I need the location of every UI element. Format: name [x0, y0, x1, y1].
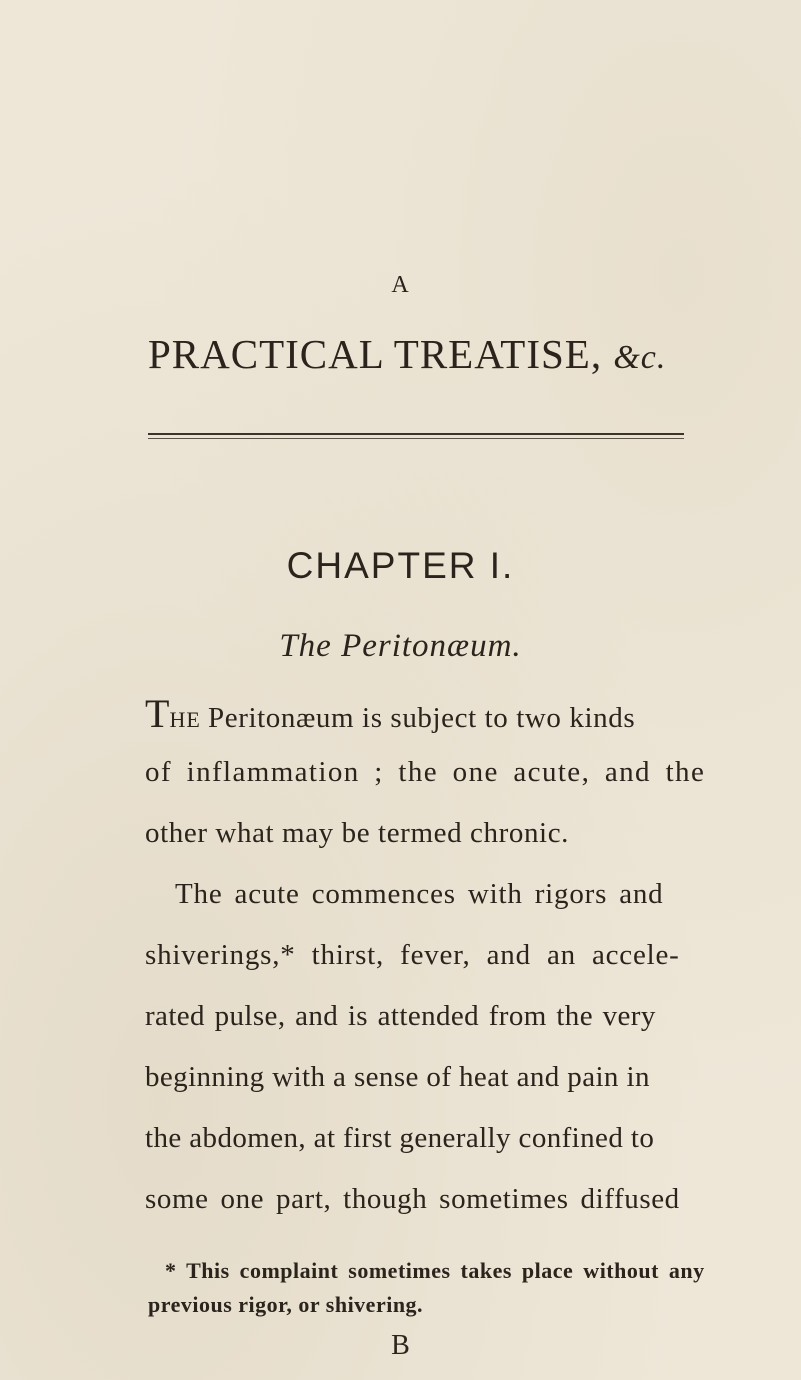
body-line-3: other what may be termed chronic.	[145, 817, 570, 849]
body-line-9: some one part, though sometimes diffused	[145, 1183, 680, 1215]
title-rule-thin	[148, 438, 684, 439]
title-article: A	[391, 272, 410, 298]
body-line-2: of inflammation ; the one acute, and the	[145, 756, 706, 788]
body-line-5: shiverings,* thirst, fever, and an accele-	[145, 939, 680, 971]
small-caps-text: HE	[169, 707, 201, 732]
body-line-6: rated pulse, and is attended from the very	[145, 1000, 656, 1032]
drop-cap: T	[145, 691, 170, 736]
title-rule	[148, 433, 684, 435]
body-line-1-text: Peritonæum is subject to two kinds	[208, 702, 636, 734]
page-title	[148, 330, 666, 378]
signature-mark: B	[391, 1330, 410, 1361]
chapter-subtitle: The Peritonæum.	[279, 628, 522, 664]
body-line-4: The acute commences with rigors and	[175, 878, 664, 910]
footnote-line-2: previous rigor, or shivering.	[148, 1292, 424, 1317]
title-text: PRACTICAL TREATISE,	[148, 331, 603, 377]
footnote-line-1: * This complaint sometimes takes place without any	[165, 1258, 705, 1283]
body-line-1	[145, 690, 635, 737]
chapter-heading: CHAPTER I.	[286, 545, 515, 586]
body-line-7: beginning with a sense of heat and pain in	[145, 1061, 650, 1093]
title-etc: &c.	[613, 339, 667, 376]
body-line-8: the abdomen, at first generally confined to	[145, 1122, 655, 1154]
